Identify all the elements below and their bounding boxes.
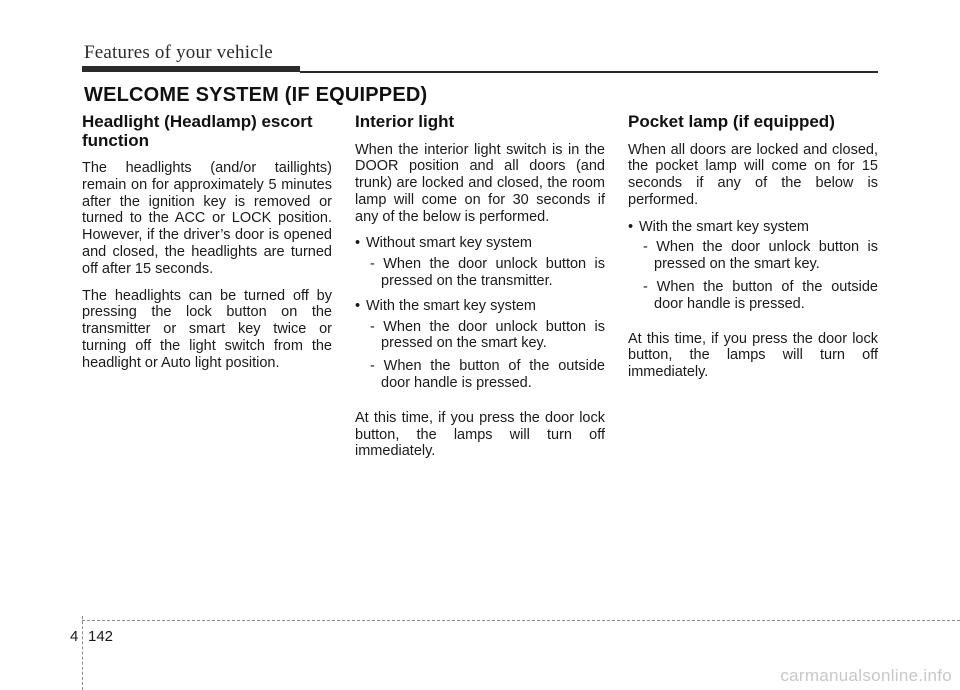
header-rule-thin <box>300 71 878 73</box>
footer-divider-vertical <box>82 616 84 690</box>
sub-item: - When the door unlock button is pressed on the transmitter. <box>370 256 605 290</box>
bullet-text: • With the smart key system <box>355 298 605 315</box>
list-item <box>355 235 605 289</box>
pocket-heading: Pocket lamp (if equipped) <box>628 112 835 131</box>
bullet-text: • Without smart key system <box>355 235 605 252</box>
pocket-bullet-list <box>628 219 878 313</box>
list-item <box>628 219 878 313</box>
running-header: Features of your vehicle <box>84 42 273 63</box>
column-pocket-lamp <box>628 113 878 391</box>
sub-item: - When the door unlock button is pressed on the smart key. <box>643 239 878 273</box>
pocket-outro: At this time, if you press the door lock button, the lamps will turn off immediately. <box>628 330 878 381</box>
bullet-text: • With the smart key system <box>628 219 878 236</box>
column-interior-light <box>355 113 605 470</box>
interior-heading: Interior light <box>355 112 455 131</box>
sub-item: - When the button of the outside door handle is pressed. <box>370 358 605 392</box>
sub-item: - When the button of the outside door handle is pressed. <box>643 279 878 312</box>
sub-item: - When the door unlock button is pressed on the smart key. <box>370 318 605 352</box>
page-number: 142 <box>88 628 114 645</box>
headlight-heading: Headlight (Headlamp) escort function <box>82 112 313 150</box>
interior-intro: When the interior light switch is in the DOOR position and all doors (and trunk) are locked and closed, the room lamp will come on for 30 seconds if any of the below is performed. <box>355 141 605 225</box>
headlight-paragraph-2: The headlights can be turned off by pressing the lock button on the transmitter or smart key twice or turning off the light switch from the headlight or Auto light position. <box>82 287 332 371</box>
pocket-intro: When all doors are locked and closed, the pocket lamp will come on for 15 seconds if any of the below is performed. <box>628 141 878 208</box>
footer-divider-horizontal <box>82 620 960 621</box>
interior-bullet-list <box>355 235 605 391</box>
section-title: WELCOME SYSTEM (IF EQUIPPED) <box>84 84 428 106</box>
chapter-number: 4 <box>70 628 79 645</box>
header-rule-thick <box>82 66 300 72</box>
watermark: carmanualsonline.info <box>780 666 952 685</box>
list-item <box>355 298 605 392</box>
headlight-paragraph-1: The headlights (and/or taillights) remain on for approximately 5 minutes after the ignition key is removed or turned to the ACC or LOCK position. However, if the driver’s door is opened and closed, the headlights are turned off after 15 seconds. <box>82 160 332 277</box>
column-headlight-escort <box>82 113 332 382</box>
interior-outro: At this time, if you press the door lock button, the lamps will turn off immediately. <box>355 409 605 460</box>
